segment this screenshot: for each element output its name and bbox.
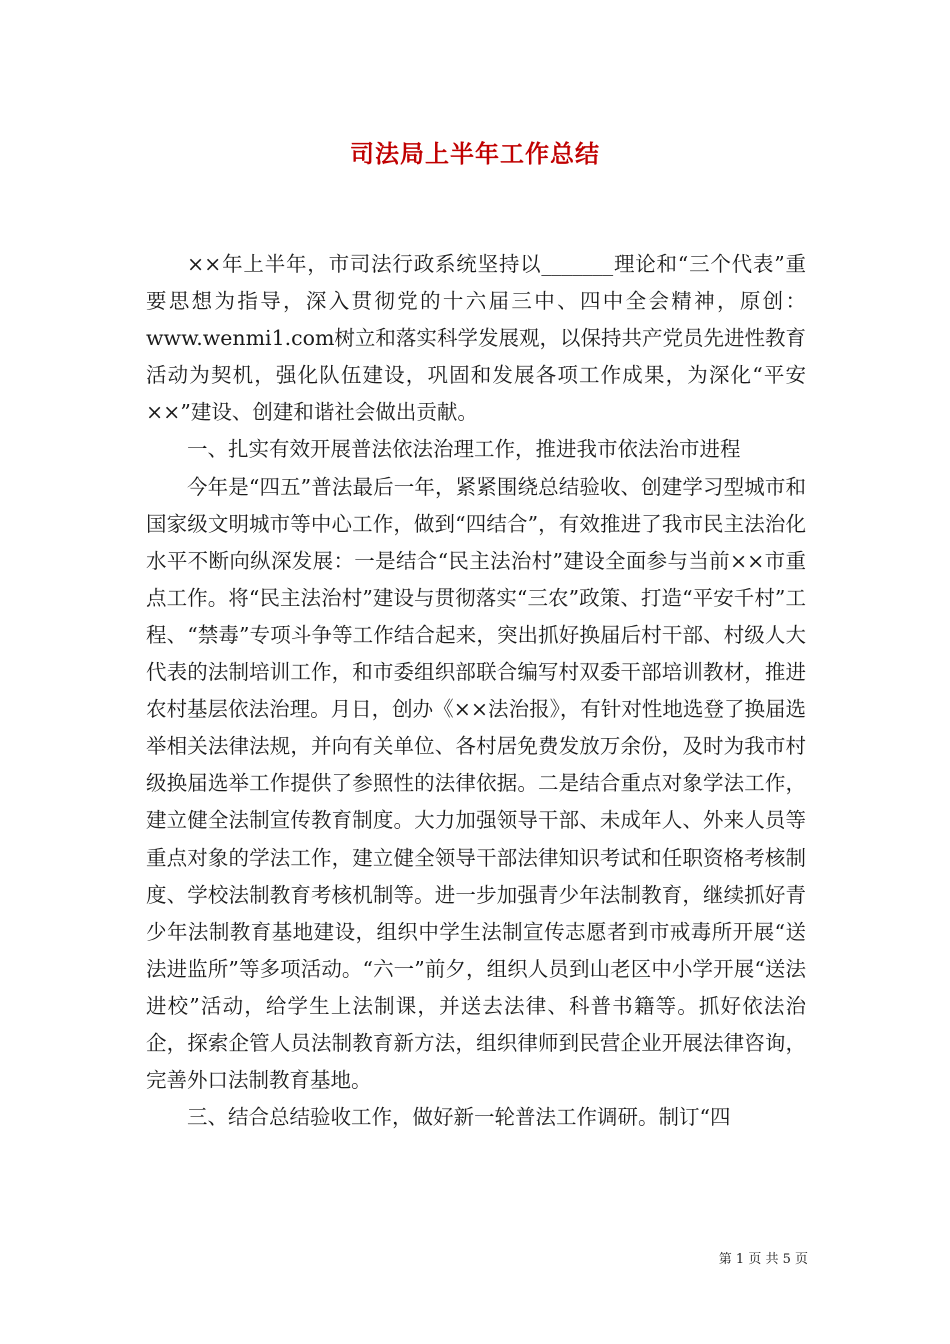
document-body: [146, 246, 806, 1136]
section-heading-3: 三、结合总结验收工作，做好新一轮普法工作调研。制订“四: [187, 1105, 731, 1130]
paragraph-intro: ××年上半年，市司法行政系统坚持以_______理论和“三个代表”重要思想为指导，深入贯彻党的十六届三中、四中全会精神，原创：www.wenmi1.com树立和落实科学发展观，以保持共产党员先进性教育活动为契机，强化队伍建设，巩固和发展各项工作成果，为深化“平安××”建设、创建和谐社会做出贡献。: [146, 252, 806, 425]
paragraph-section-1: 今年是“四五”普法最后一年，紧紧围绕总结验收、创建学习型城市和国家级文明城市等中心工作，做到“四结合”，有效推进了我市民主法治化水平不断向纵深发展：一是结合“民主法治村”建设全面参与当前××市重点工作。将“民主法治村”建设与贯彻落实“三农”政策、打造“平安千村”工程、“禁毒”专项斗争等工作结合起来，突出抓好换届后村干部、村级人大代表的法制培训工作，和市委组织部联合编写村双委干部培训教材，推进农村基层依法治理。月日，创办《××法治报》，有针对性地选登了换届选举相关法律法规，并向有关单位、各村居免费发放万余份，及时为我市村级换届选举工作提供了参照性的法律依据。二是结合重点对象学法工作，建立健全法制宣传教育制度。大力加强领导干部、未成年人、外来人员等重点对象的学法工作，建立健全领导干部法律知识考试和任职资格考核制度、学校法制教育考核机制等。进一步加强青少年法制教育，继续抓好青少年法制教育基地建设，组织中学生法制宣传志愿者到市戒毒所开展“送法进监所”等多项活动。“六一”前夕，组织人员到山老区中小学开展“送法进校”活动，给学生上法制课，并送去法律、科普书籍等。抓好依法治企，探索企管人员法制教育新方法，组织律师到民营企业开展法律咨询，完善外口法制教育基地。: [146, 474, 806, 1093]
section-heading-1: 一、扎实有效开展普法依法治理工作，推进我市依法治市进程: [187, 437, 741, 462]
page-number-footer: 第 1 页 共 5 页: [718, 1252, 808, 1267]
document-title: 司法局上半年工作总结: [350, 140, 600, 168]
